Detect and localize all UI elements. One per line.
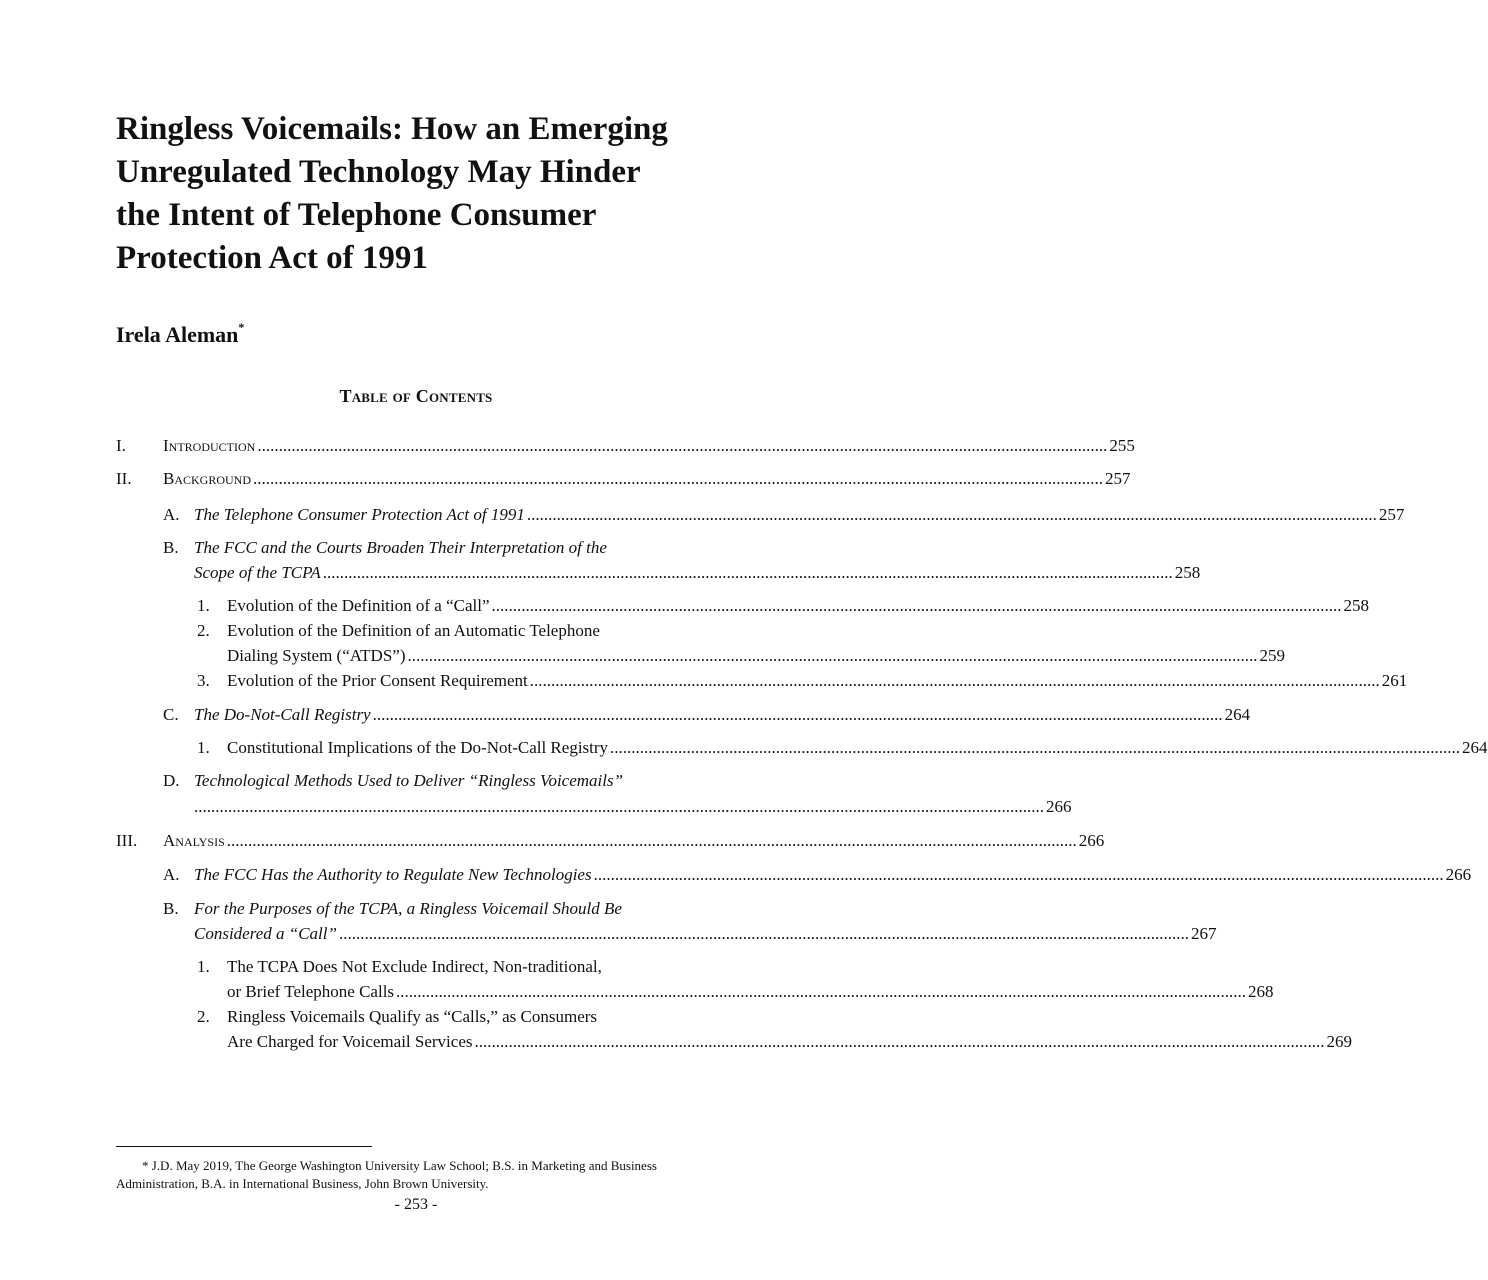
toc-entry[interactable] <box>163 503 1405 527</box>
toc-text: Background <box>163 469 252 488</box>
author-footnote-mark[interactable]: * <box>238 320 245 334</box>
toc-number: 3. <box>197 671 210 690</box>
footnote-text: J.D. May 2019, The George Washington University Law School; B.S. in Marketing and Business Administration, B.A. in International Business, John Brown University. <box>116 1158 657 1191</box>
toc-text[interactable]: For the Purposes of the TCPA, a Ringless Voicemail Should Be <box>194 899 622 918</box>
toc-text: Introduction <box>163 436 256 455</box>
toc-number: A. <box>163 865 180 884</box>
toc-text: The FCC Has the Authority to Regulate New Technologies <box>194 865 592 884</box>
toc-number: 2. <box>197 621 210 640</box>
toc-page: 258 <box>1343 596 1369 615</box>
toc-page: 255 <box>1109 436 1135 455</box>
author-name <box>116 322 244 348</box>
toc-page: 257 <box>1105 469 1131 488</box>
toc-number: B. <box>163 899 179 918</box>
toc-text: The Telephone Consumer Protection Act of 1991 <box>194 505 525 524</box>
toc-number: I. <box>116 436 126 455</box>
toc-leader: ........................................................................................................................................................................................................ <box>407 646 1258 665</box>
toc-heading: Table of Contents <box>339 386 493 406</box>
toc-leader: ........................................................................................................................................................................................................ <box>226 831 1077 850</box>
toc-text-cont: Are Charged for Voicemail Services <box>227 1032 473 1051</box>
toc-leader: ........................................................................................................................................................................................................ <box>610 738 1461 757</box>
toc-page: 264 <box>1462 738 1488 757</box>
toc-text[interactable]: The FCC and the Courts Broaden Their Interpretation of the <box>194 538 607 557</box>
toc-entry[interactable] <box>163 863 1472 887</box>
toc-leader: ........................................................................................................................................................................................................ <box>474 1032 1325 1051</box>
toc-entry[interactable] <box>197 669 1408 693</box>
footnote-separator <box>116 1146 372 1147</box>
author-name-text: Irela Aleman <box>116 322 239 347</box>
toc-number: A. <box>163 505 180 524</box>
toc-leader: ........................................................................................................................................................................................................ <box>593 865 1444 884</box>
toc-leader: ........................................................................................................................................................................................................ <box>529 671 1380 690</box>
toc-entry[interactable] <box>163 703 1251 727</box>
toc-number: 1. <box>197 596 210 615</box>
toc-text[interactable]: Technological Methods Used to Deliver “Ringless Voicemails” <box>194 771 624 790</box>
toc-entry[interactable] <box>227 1030 1352 1054</box>
toc-page: 266 <box>1078 831 1105 850</box>
article-title <box>116 108 736 280</box>
title-line: Unregulated Technology May Hinder <box>116 154 641 190</box>
toc-entry[interactable] <box>194 561 1201 585</box>
toc-entry[interactable] <box>197 594 1369 618</box>
toc-page: 258 <box>1174 563 1201 582</box>
toc-number: 1. <box>197 957 210 976</box>
toc-text: Constitutional Implications of the Do-Not-Call Registry <box>227 738 609 757</box>
toc-page: 269 <box>1326 1032 1352 1051</box>
toc-leader: ........................................................................................................................................................................................................ <box>372 705 1223 724</box>
toc-number: 2. <box>197 1007 210 1026</box>
toc-text[interactable]: Ringless Voicemails Qualify as “Calls,” as Consumers <box>227 1007 598 1026</box>
toc-page: 266 <box>1046 797 1072 816</box>
toc-number: III. <box>116 831 138 850</box>
toc-entry[interactable] <box>194 795 1072 819</box>
toc-leader: ........................................................................................................................................................................................................ <box>257 436 1108 455</box>
toc-number: B. <box>163 538 179 557</box>
title-line: Protection Act of 1991 <box>116 240 428 276</box>
toc-page: 264 <box>1224 705 1251 724</box>
toc-page: 261 <box>1381 671 1408 690</box>
toc-leader: ........................................................................................................................................................................................................ <box>194 797 1044 816</box>
footnote-mark: * <box>142 1158 149 1173</box>
toc-entry[interactable] <box>227 644 1285 668</box>
footnote <box>116 1157 726 1193</box>
toc-entry[interactable] <box>194 922 1217 946</box>
toc-text: Evolution of the Definition of a “Call” <box>227 596 490 615</box>
page-number: - 253 - <box>394 1196 438 1213</box>
toc-page: 257 <box>1378 505 1405 524</box>
toc-text: The Do-Not-Call Registry <box>194 705 371 724</box>
title-line: Ringless Voicemails: How an Emerging <box>116 111 668 147</box>
toc-leader: ........................................................................................................................................................................................................ <box>322 563 1173 582</box>
title-line: the Intent of Telephone Consumer <box>116 197 597 233</box>
toc-number: II. <box>116 469 132 488</box>
toc-page: 267 <box>1190 924 1217 943</box>
toc-text-cont: Dialing System (“ATDS”) <box>227 646 406 665</box>
toc-page: 266 <box>1445 865 1472 884</box>
toc-text[interactable]: The TCPA Does Not Exclude Indirect, Non-traditional, <box>227 957 602 976</box>
toc-text: Evolution of the Prior Consent Requirement <box>227 671 528 690</box>
toc-number: D. <box>163 771 180 790</box>
toc-leader: ........................................................................................................................................................................................................ <box>253 469 1104 488</box>
toc-entry[interactable] <box>116 434 1135 458</box>
toc-text-cont: Scope of the TCPA <box>194 563 321 582</box>
toc-leader: ........................................................................................................................................................................................................ <box>396 982 1247 1001</box>
toc-page: 259 <box>1259 646 1285 665</box>
toc-page: 268 <box>1248 982 1274 1001</box>
toc-text-cont: or Brief Telephone Calls <box>227 982 395 1001</box>
toc-entry[interactable] <box>116 829 1105 853</box>
toc-text: Analysis <box>163 831 225 850</box>
toc-leader: ........................................................................................................................................................................................................ <box>526 505 1377 524</box>
toc-entry[interactable] <box>197 736 1488 760</box>
toc-number: C. <box>163 705 179 724</box>
toc-leader: ........................................................................................................................................................................................................ <box>338 924 1189 943</box>
toc-entry[interactable] <box>227 980 1274 1004</box>
toc-text-cont: Considered a “Call” <box>194 924 337 943</box>
toc-text[interactable]: Evolution of the Definition of an Automatic Telephone <box>227 621 600 640</box>
toc-leader: ........................................................................................................................................................................................................ <box>491 596 1342 615</box>
toc-number: 1. <box>197 738 210 757</box>
toc-entry[interactable] <box>116 467 1131 491</box>
